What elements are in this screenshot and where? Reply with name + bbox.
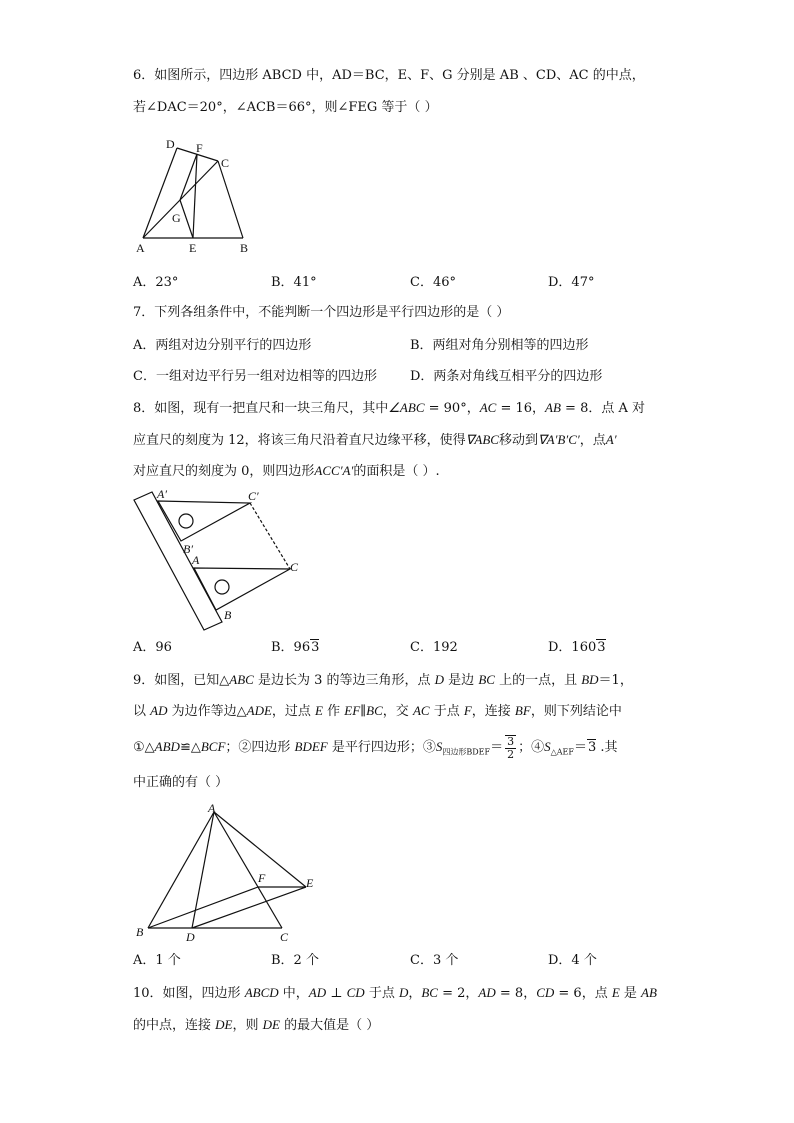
q9-label-f: F <box>258 871 266 885</box>
q6-label-g: G <box>172 211 181 225</box>
q9-stem-line1: 9．如图，已知△ABC 是边长为 3 的等边三角形，点 D 是边 BC 上的一点，且 BD＝1， <box>133 672 633 688</box>
q6-label-c: C <box>221 156 230 170</box>
q6-option-a[interactable]: A．23° <box>133 275 179 290</box>
q8-ruler <box>134 492 222 630</box>
q8-figure <box>130 486 310 632</box>
q6-segment-gf <box>180 154 197 200</box>
q8-triangle-top-hole <box>179 514 193 528</box>
q8-label-a: A <box>192 553 200 567</box>
q6-label-b: B <box>240 241 249 255</box>
q6-label-a: A <box>136 241 145 255</box>
q9-segment-de <box>192 887 306 928</box>
q9-label-e: E <box>306 876 314 890</box>
q8-segment-ccprime <box>250 503 290 569</box>
q8-option-c[interactable]: C．192 <box>410 640 458 655</box>
q6-label-f: F <box>196 141 203 155</box>
q9-stem-line4: 中正确的有（ ） <box>133 775 229 790</box>
q6-label-d: D <box>166 137 175 151</box>
q6-label-e: E <box>189 241 197 255</box>
q6-stem-line1: 6．如图所示，四边形 ABCD 中，AD＝BC，E、F、G 分别是 AB 、CD、AC 的中点， <box>133 68 645 83</box>
q10-stem-line2: 的中点，连接 DE，则 DE 的最大值是（ ） <box>133 1017 380 1033</box>
q9-option-a[interactable]: A．1 个 <box>133 953 181 968</box>
q7-option-b[interactable]: B．两组对角分别相等的四边形 <box>410 338 589 353</box>
q9-label-b: B <box>136 925 144 939</box>
q9-side-ab <box>148 812 214 928</box>
q9-option-c[interactable]: C．3 个 <box>410 953 459 968</box>
q6-figure <box>130 134 260 258</box>
q9-label-a: A <box>208 801 216 815</box>
q8-stem-line1: 8．如图，现有一把直尺和一块三角尺，其中∠ABC = 90°，AC = 16，AB = 8．点 A 对 <box>133 400 646 416</box>
q9-stem-line2: 以 AD 为边作等边△ADE，过点 E 作 EF∥BC，交 AC 于点 F，连接 BF，则下列结论中 <box>133 703 622 719</box>
q9-fraction: $\frac{3}{2}$ <box>507 734 515 761</box>
q10-stem-line1: 10．如图，四边形 ABCD 中，AD ⊥ CD 于点 D，BC = 2，AD = 8，CD = 6，点 E 是 AB <box>133 985 657 1001</box>
q7-stem: 7．下列各组条件中，不能判断一个四边形是平行四边形的是（ ） <box>133 305 510 320</box>
q6-segment-ef <box>193 154 197 238</box>
q7-option-a[interactable]: A．两组对边分别平行的四边形 <box>133 338 312 353</box>
q7-option-c[interactable]: C．一组对边平行另一组对边相等的四边形 <box>133 369 377 384</box>
q8-option-b[interactable]: B．963 <box>271 640 320 655</box>
q9-figure <box>132 800 322 946</box>
q8-label-cprime: C′ <box>248 489 259 503</box>
q9-side-ac <box>214 812 282 928</box>
q6-segment-eg <box>180 200 193 238</box>
q8-label-aprime: A′ <box>157 487 167 501</box>
q8-label-b: B <box>224 608 232 622</box>
q9-option-b[interactable]: B．2 个 <box>271 953 319 968</box>
q9-stem-line3: ①△ABD≌△BCF；②四边形 BDEF 是平行四边形；$③S_{四边形BDEF}=$ $\frac{3}{2}$ ；$④S_{\triangle AEF}=3$ .其 <box>133 734 618 761</box>
q8-option-d[interactable]: D．1603 <box>548 640 606 655</box>
q8-triangle-bottom-hole <box>215 580 229 594</box>
q8-label-c: C <box>290 560 299 574</box>
q8-stem-line2: 应直尺的刻度为 12，将该三角尺沿着直尺边缘平移，使得∇ABC移动到∇A′B′C′，点A′ <box>133 432 617 448</box>
q8-option-a[interactable]: A．96 <box>133 640 172 655</box>
q9-option-d[interactable]: D．4 个 <box>548 953 597 968</box>
q8-triangle-top <box>158 501 250 541</box>
q9-label-d: D <box>186 930 195 944</box>
q9-label-c: C <box>280 930 289 944</box>
q6-stem-line2: 若∠DAC＝20°，∠ACB＝66°，则∠FEG 等于（ ） <box>133 100 438 115</box>
q7-option-d[interactable]: D．两条对角线互相平分的四边形 <box>410 369 603 384</box>
q8-label-bprime: B′ <box>183 542 193 556</box>
q6-option-b[interactable]: B．41° <box>271 275 317 290</box>
q8-triangle-bottom <box>194 568 290 610</box>
q6-option-d[interactable]: D．47° <box>548 275 595 290</box>
q8-stem-line3: 对应直尺的刻度为 0，则四边形ACC′A′的面积是（ ）. <box>133 463 440 479</box>
q6-option-c[interactable]: C．46° <box>410 275 456 290</box>
q9-segment-bf <box>148 887 258 928</box>
q6-side-cb <box>218 161 243 238</box>
